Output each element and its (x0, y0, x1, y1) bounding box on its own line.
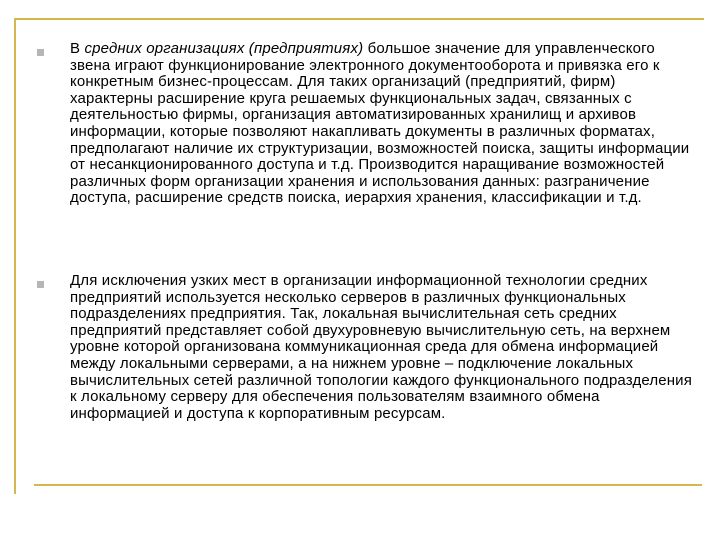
square-bullet-icon (37, 49, 44, 56)
square-bullet-icon (37, 281, 44, 288)
frame-top-border (14, 18, 704, 20)
emphasized-term: средних организациях (предприятиях) (84, 40, 364, 57)
paragraph-lead: В (70, 40, 85, 57)
frame-left-border (14, 18, 16, 494)
paragraph-server-architecture: Для исключения узких мест в организации информационной технологии средних предприятий используется несколько серверов в различных функциональных подразделениях предприятия. Так, локальная вычислительная сеть средних предприятий представляет собой двухуровневую вычислительную сеть, на верхнем уровне которой организована коммуникационная среда для обмена информацией между локальными серверами, а на нижнем уровне – подключение локальных вычислительных сетей различной топологии каждого функционального подразделения к локальному серверу для обеспечения пользователям взаимного обмена информацией и доступа к корпоративным ресурсам. (70, 272, 692, 422)
paragraph-medium-organizations (70, 41, 692, 207)
paragraph-body: большое значение для управленческого звена играют функционирование электронного документооборота и привязка его к конкретным бизнес-процессам. Для таких организаций (предприятий, фирм) характерны расширение круга решаемых функциональных задач, связанных с деятельностью фирмы, организация автоматизированных хранилищ и архивов информации, которые позволяют накапливать документы в различных форматах, предполагают наличие их структуризации, возможностей поиска, защиты информации от несанкционированного доступа и т.д. Производится наращивание возможностей различных форм организации хранения и использования данных: разграничение доступа, расширение средств поиска, иерархия хранения, классификации и т.д. (70, 40, 690, 207)
frame-bottom-border (34, 484, 702, 486)
